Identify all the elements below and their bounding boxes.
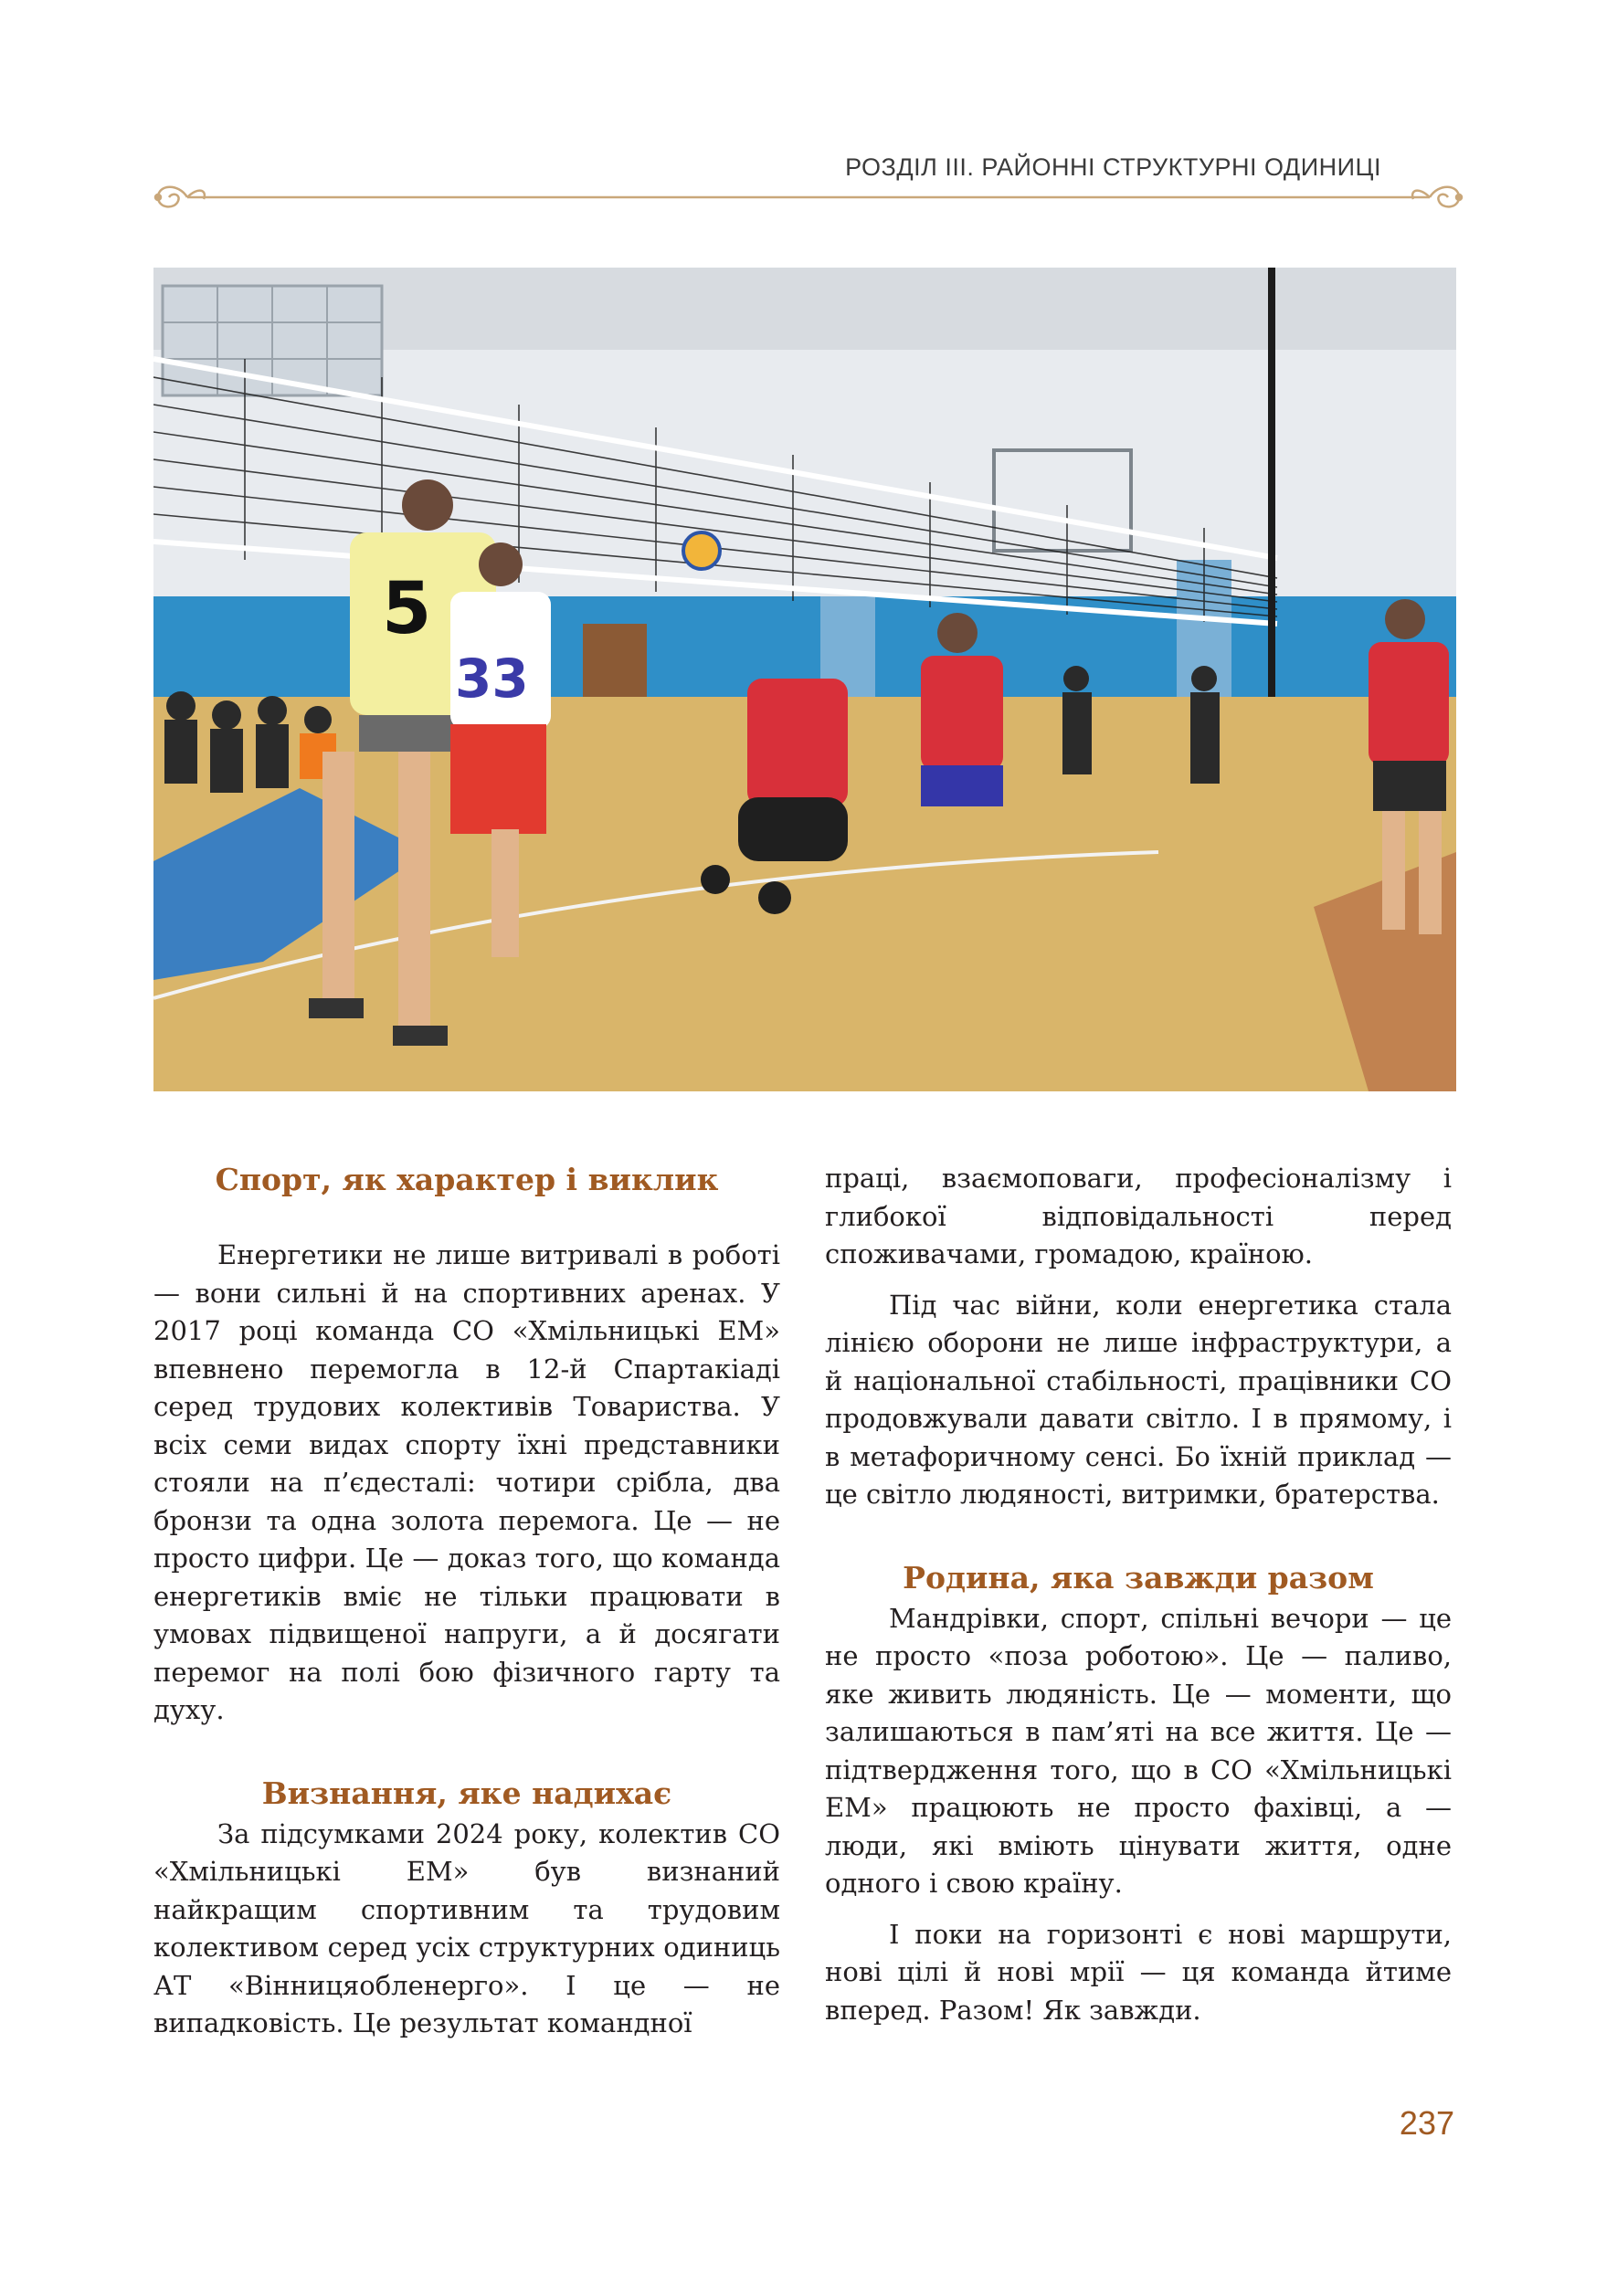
left-column (153, 1153, 780, 2043)
heading-sport: Спорт, як характер і виклик (215, 1162, 719, 1197)
volleyball-match-photo (153, 268, 1456, 1091)
ornamental-rule (151, 179, 1466, 216)
paragraph-war: Під час війни, коли енергетика стала лінією оборони не лише інфраструктури, а й національної стабільності, працівники СО продовжували давати світло. І в прямому, і в метафоричному сенсі. Бо їхній приклад — це світло людяності, витримки, братерства. (825, 1289, 1452, 1510)
paragraph-recognition-start: За підсумками 2024 року, колектив СО «Хмільницькі ЕМ» був визнаний найкращим спортивним та трудовим колективом серед усіх структурних одиниць АТ «Вінницяобленерго». І це — не випадковість. Це результат командної (153, 1817, 780, 2038)
right-column (825, 1160, 1452, 2029)
heading-family: Родина, яка завжди разом (903, 1559, 1374, 1596)
running-head: РОЗДІЛ III. РАЙОННІ СТРУКТУРНІ ОДИНИЦІ (845, 153, 1381, 181)
page-number: 237 (1399, 2104, 1454, 2142)
paragraph-family-1: Мандрівки, спорт, спільні вечори — це не просто «поза роботою». Це — паливо, яке живить людяність. Це — моменти, що залишаються в пам’яті на все життя. Це — підтвердження того, що в СО «Хмільницькі ЕМ» працюють не просто фахівці, а — люди, які вміють цінувати життя, одне одного і свою країну. (825, 1602, 1452, 1899)
paragraph-recognition-continued: праці, взаємоповаги, професіоналізму і глибокої відповідальності перед споживачами, громадою, країною. (825, 1163, 1452, 1269)
heading-recognition: Визнання, яке надихає (261, 1775, 672, 1811)
paragraph-sport: Енергетики не лише витривалі в роботі — вони сильні й на спортивних аренах. У 2017 році команда СО «Хмільницькі ЕМ» впевнено перемогла в 12-й Спартакіаді серед трудових колективів Товариства. У всіх семи видах спорту їхні представники стояли на п’єдесталі: чотири срібла, два бронзи та одна золота перемога. Це — не просто цифри. Це — доказ того, що команда енергетиків вміє не тільки працювати в умовах підвищеної напруги, а й досягати перемог на полі бою фізичного гарту та духу. (153, 1239, 780, 1725)
jersey-number-33: 33 (455, 648, 529, 710)
jersey-number-5: 5 (382, 568, 432, 650)
paragraph-family-2: І поки на горизонті є нові маршрути, нові цілі й нові мрії — ця команда йтиме вперед. Разом! Як завжди. (825, 1918, 1452, 2026)
